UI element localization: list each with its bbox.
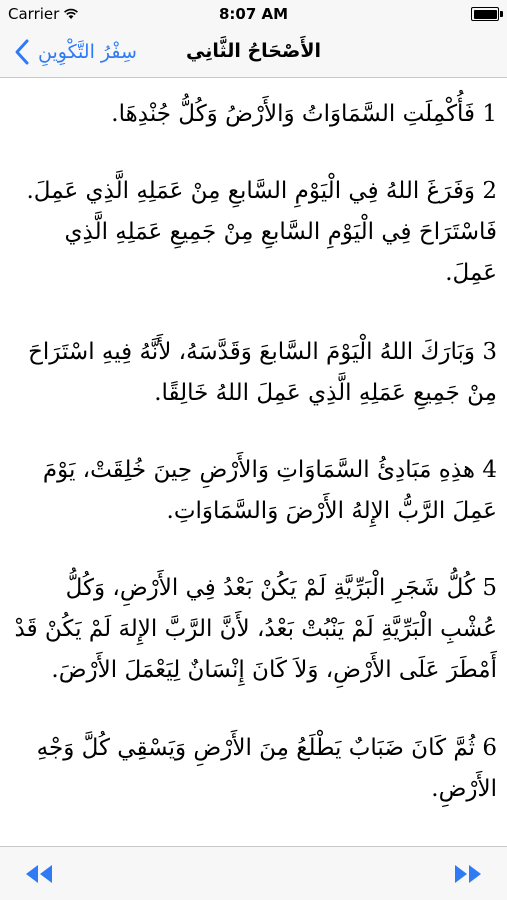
- battery-icon: [471, 7, 499, 21]
- verse-1: 1 فَأُكْمِلَتِ السَّمَاوَاتُ وَالأَرْضُ وَكُلُّ جُنْدِهَا.: [111, 101, 497, 127]
- previous-chapter-button[interactable]: [22, 861, 56, 887]
- verse-6: 6 ثُمَّ كَانَ ضَبَابٌ يَطْلَعُ مِنَ الأَرْضِ وَيَسْقِي كُلَّ وَجْهِ الأَرْضِ.: [36, 735, 497, 802]
- back-button-label: سِفْرُ التَّكْوِينِ: [38, 41, 137, 63]
- status-time: 8:07 AM: [218, 5, 289, 23]
- next-chapter-button[interactable]: [451, 861, 485, 887]
- verse-4: 4 هذِهِ مَبَادِئُ السَّمَاوَاتِ وَالأَرْضِ حِينَ خُلِقَتْ، يَوْمَ عَمِلَ الرَّبُّ الإِلهُ الأَرْضَ وَالسَّمَاوَاتِ.: [42, 457, 497, 524]
- rewind-icon: [22, 861, 56, 887]
- page-title: الأَصْحَاحُ الثَّانِي: [185, 40, 322, 62]
- verse-2: 2 وَفَرَغَ اللهُ فِي الْيَوْمِ السَّابعِ مِنْ عَمَلِهِ الَّذِي عَمِلَ. فَاسْتَرَاحَ فِي الْيَوْمِ السَّابعِ مِنْ جَمِيعِ عَمَلِهِ الَّذِي عَمِلَ.: [26, 178, 497, 286]
- chevron-left-icon: [12, 37, 34, 67]
- bottom-toolbar: [0, 846, 507, 900]
- back-button[interactable]: [12, 35, 137, 69]
- status-bar: [0, 0, 507, 28]
- navigation-bar: [0, 28, 507, 78]
- verse-5: 5 كُلُّ شَجَرِ الْبَرِّيَّةِ لَمْ يَكُنْ بَعْدُ فِي الأَرْضِ، وَكُلُّ عُشْبِ الْبَرِّيَّةِ لَمْ يَنْبُتْ بَعْدُ، لأَنَّ الرَّبَّ الإِلهَ لَمْ يَكُنْ قَدْ أَمْطَرَ عَلَى الأَرْضِ، وَلاَ كَانَ إِنْسَانٌ لِيَعْمَلَ الأَرْضَ.: [14, 575, 497, 683]
- fast-forward-icon: [451, 861, 485, 887]
- chapter-text: [0, 78, 507, 846]
- verse-3: 3 وَبَارَكَ اللهُ الْيَوْمَ السَّابعَ وَقَدَّسَهُ، لأَنَّهُ فِيهِ اسْتَرَاحَ مِنْ جَمِيعِ عَمَلِهِ الَّذِي عَمِلَ اللهُ خَالِقًا.: [28, 339, 497, 406]
- carrier-label: Carrier: [8, 5, 60, 23]
